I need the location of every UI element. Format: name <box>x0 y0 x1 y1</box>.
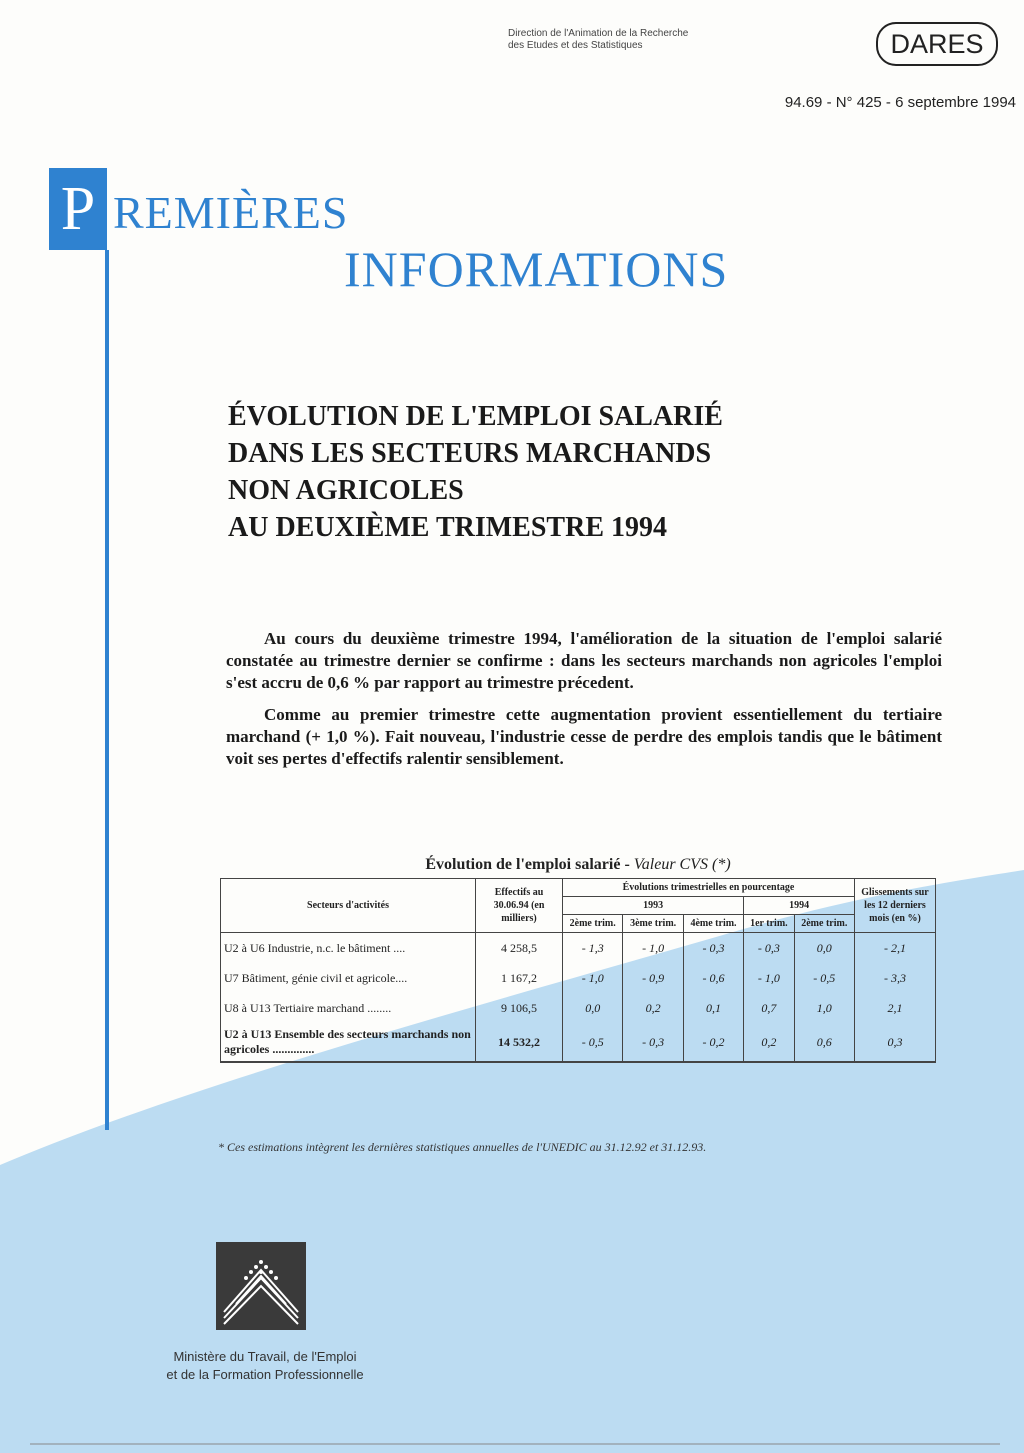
row-effectifs: 14 532,2 <box>476 1023 563 1062</box>
row-value: - 0,5 <box>794 963 854 993</box>
header-year-1994: 1994 <box>744 897 855 915</box>
header-quarter: 1er trim. <box>744 915 794 933</box>
table-row <box>221 933 936 964</box>
title-line-1: ÉVOLUTION DE L'EMPLOI SALARIÉ <box>228 401 723 432</box>
row-value: - 1,3 <box>563 933 623 964</box>
row-label: U2 à U6 Industrie, n.c. le bâtiment .... <box>221 933 476 964</box>
intro-text <box>226 628 942 780</box>
ministry-name <box>130 1348 400 1384</box>
row-label: U8 à U13 Tertiaire marchand ........ <box>221 993 476 1023</box>
row-value: - 0,3 <box>744 933 794 964</box>
table-row-total <box>221 1023 936 1062</box>
row-glissement: - 2,1 <box>855 933 936 964</box>
row-value: 0,2 <box>623 993 683 1023</box>
ministry-line-1: Ministère du Travail, de l'Emploi <box>173 1349 357 1364</box>
direction-line-2: des Etudes et des Statistiques <box>508 40 643 51</box>
row-value: - 0,6 <box>683 963 743 993</box>
header-quarter: 2ème trim. <box>563 915 623 933</box>
table-title-main: Évolution de l'emploi salarié - <box>425 856 634 873</box>
row-value: - 0,9 <box>623 963 683 993</box>
row-value: 0,0 <box>563 993 623 1023</box>
header-sector: Secteurs d'activités <box>221 879 476 933</box>
header-glissement: Glissements sur les 12 derniers mois (en %) <box>855 879 936 933</box>
row-value: 1,0 <box>794 993 854 1023</box>
header-quarter: 3ème trim. <box>623 915 683 933</box>
row-glissement: 0,3 <box>855 1023 936 1062</box>
employment-table <box>220 878 936 1063</box>
ministry-logo <box>216 1242 306 1330</box>
issue-number: 94.69 - N° 425 - 6 septembre 1994 <box>784 94 1016 111</box>
row-effectifs: 4 258,5 <box>476 933 563 964</box>
row-value: - 1,0 <box>623 933 683 964</box>
header-quarter: 4ème trim. <box>683 915 743 933</box>
header-effectifs: Effectifs au 30.06.94 (en milliers) <box>476 879 563 933</box>
header-quarter: 2ème trim. <box>794 915 854 933</box>
row-value: - 0,2 <box>683 1023 743 1062</box>
row-value: 0,2 <box>744 1023 794 1062</box>
header-evolutions: Évolutions trimestrielles en pourcentage <box>563 879 855 897</box>
ministry-line-2: et de la Formation Professionnelle <box>166 1367 364 1382</box>
row-value: - 1,0 <box>744 963 794 993</box>
row-value: - 0,5 <box>563 1023 623 1062</box>
row-effectifs: 1 167,2 <box>476 963 563 993</box>
intro-paragraph-1: Au cours du deuxième trimestre 1994, l'amélioration de la situation de l'emploi salarié constatée au trimestre dernier se confirme : dans les secteurs marchands non agricoles l'emploi s'est accru de 0,6 % par rapport au trimestre précedent. <box>226 629 942 692</box>
table-row <box>221 993 936 1023</box>
table-title-italic: Valeur CVS (*) <box>633 856 731 873</box>
direction-line-1: Direction de l'Animation de la Recherche <box>508 28 689 39</box>
row-effectifs: 9 106,5 <box>476 993 563 1023</box>
table-footnote: * Ces estimations intègrent les dernières statistiques annuelles de l'UNEDIC au 31.12.92 et 31.12.93. <box>218 1140 707 1154</box>
row-value: 0,0 <box>794 933 854 964</box>
brand-initial: P <box>49 168 107 250</box>
row-glissement: 2,1 <box>855 993 936 1023</box>
brand-word-informations: INFORMATIONS <box>344 241 729 297</box>
row-label: U7 Bâtiment, génie civil et agricole.... <box>221 963 476 993</box>
table-row <box>221 963 936 993</box>
row-value: 0,1 <box>683 993 743 1023</box>
direction-text <box>508 28 768 52</box>
row-value: - 0,3 <box>623 1023 683 1062</box>
title-line-3: NON AGRICOLES <box>228 475 464 506</box>
table-title <box>220 856 936 874</box>
dares-badge: DARES <box>876 22 998 66</box>
brand-word-premieres: REMIÈRES <box>113 187 349 238</box>
header-year-1993: 1993 <box>563 897 744 915</box>
blue-rule <box>105 250 109 1130</box>
document-title <box>228 398 788 546</box>
title-line-2: DANS LES SECTEURS MARCHANDS <box>228 438 712 469</box>
row-glissement: - 3,3 <box>855 963 936 993</box>
row-value: 0,7 <box>744 993 794 1023</box>
row-value: 0,6 <box>794 1023 854 1062</box>
title-line-4: AU DEUXIÈME TRIMESTRE 1994 <box>228 512 667 543</box>
intro-paragraph-2: Comme au premier trimestre cette augmentation provient essentiellement du tertiaire marchand (+ 1,0 %). Fait nouveau, l'industrie cesse de perdre des emplois tandis que le bâtiment voit ses pertes d'effectifs ralentir sensiblement. <box>226 705 942 768</box>
row-label: U2 à U13 Ensemble des secteurs marchands non agricoles .............. <box>221 1023 476 1062</box>
row-value: - 0,3 <box>683 933 743 964</box>
row-value: - 1,0 <box>563 963 623 993</box>
